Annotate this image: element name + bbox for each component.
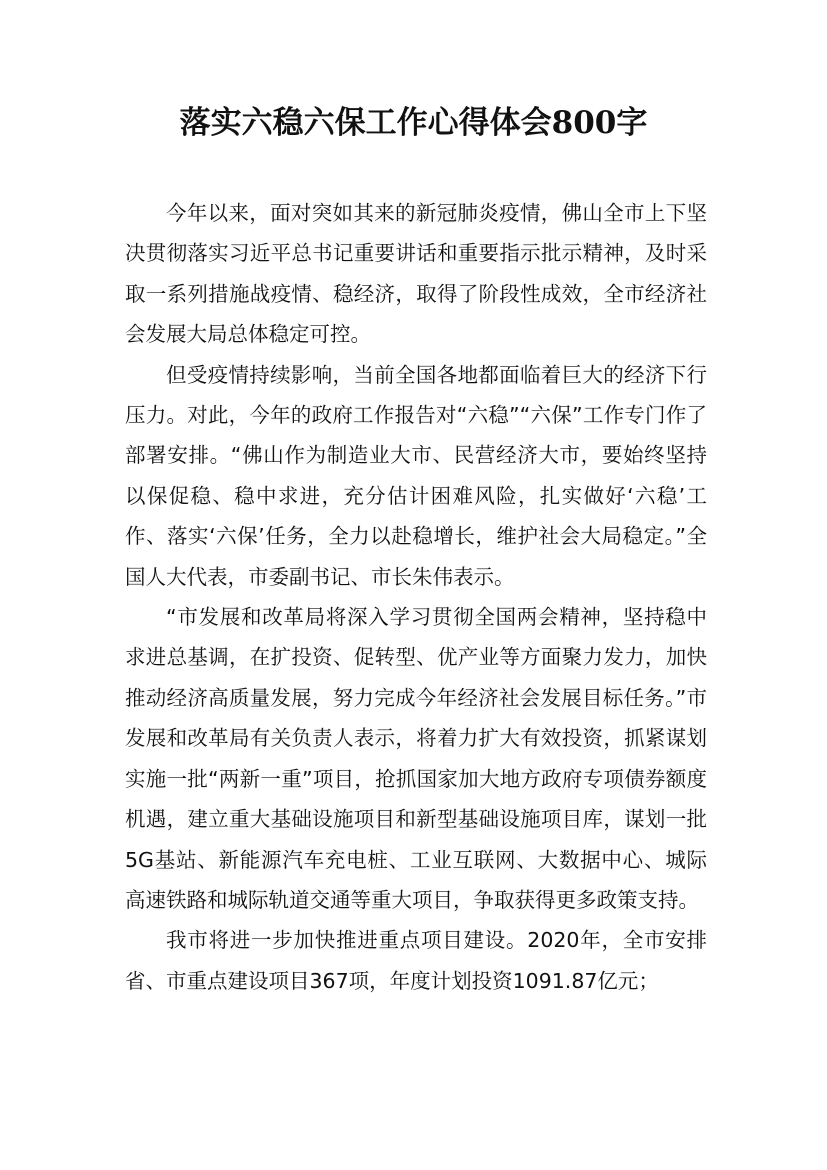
document-body xyxy=(125,193,707,1001)
paragraph-1: 今年以来，面对突如其来的新冠肺炎疫情，佛山全市上下坚决贯彻落实习近平总书记重要讲话和重要指示批示精神，及时采取一系列措施战疫情、稳经济，取得了阶段性成效，全市经济社会发展大局总体稳定可控。 xyxy=(125,201,707,347)
paragraph-2: 但受疫情持续影响，当前全国各地都面临着巨大的经济下行压力。对此，今年的政府工作报告对“六稳”“六保”工作专门作了部署安排。“佛山作为制造业大市、民营经济大市，要始终坚持以保促稳、稳中求进，充分估计困难风险，扎实做好‘六稳’工作、落实‘六保’任务，全力以赴稳增长，维护社会大局稳定。”全国人大代表，市委副书记、市长朱伟表示。 xyxy=(125,362,707,589)
paragraph-4: 我市将进一步加快推进重点项目建设。2020年，全市安排省、市重点建设项目367项，年度计划投资1091.87亿元； xyxy=(125,928,707,993)
document-title: 落实六稳六保工作心得体会800字 xyxy=(179,105,648,141)
paragraph-3: “市发展和改革局将深入学习贯彻全国两会精神，坚持稳中求进总基调，在扩投资、促转型、优产业等方面聚力发力，加快推动经济高质量发展，努力完成今年经济社会发展目标任务。”市发展和改革局有关负责人表示，将着力扩大有效投资，抓紧谋划实施一批“两新一重”项目，抢抓国家加大地方政府专项债券额度机遇，建立重大基础设施项目和新型基础设施项目库，谋划一批5G基站、新能源汽车充电桩、工业互联网、大数据中心、城际高速铁路和城际轨道交通等重大项目，争取获得更多政策支持。 xyxy=(125,605,707,912)
